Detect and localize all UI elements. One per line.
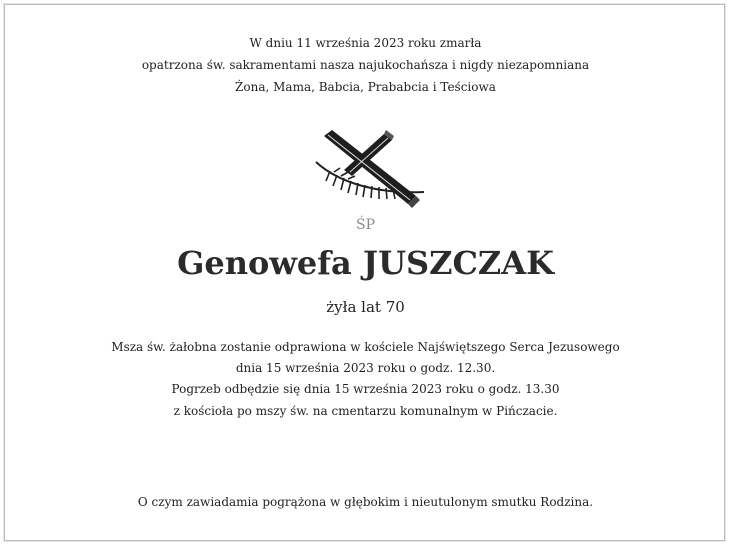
details-line: Msza św. żałobna zostanie odprawiona w kościele Najświętszego Serca Jezusowego — [111, 340, 620, 354]
intro-line: W dniu 11 września 2023 roku zmarła — [249, 36, 482, 50]
deceased-name: Genowefa JUSZCZAK — [177, 244, 554, 282]
intro-line: opatrzona św. sakramentami nasza najukochańsza i nigdy niezapomniana — [141, 58, 590, 72]
details-line: z kościoła po mszy św. na cmentarzu komunalnym w Pińczacie. — [173, 404, 558, 418]
details-line: dnia 15 września 2023 roku o godz. 12.30. — [235, 361, 496, 375]
sp-prefix: ŚP — [355, 217, 375, 233]
details-line: Pogrzeb odbędzie się dnia 15 września 2023 roku o godz. 13.30 — [171, 382, 560, 396]
cross-with-palm-branch-icon — [310, 122, 430, 218]
intro-line: Żona, Mama, Babcia, Prababcia i Teściowa — [235, 80, 496, 94]
closing-line: O czym zawiadamia pogrążona w głębokim i nieutulonym smutku Rodzina. — [137, 495, 594, 509]
obituary-notice — [4, 4, 725, 541]
age-line: żyła lat 70 — [326, 298, 405, 316]
